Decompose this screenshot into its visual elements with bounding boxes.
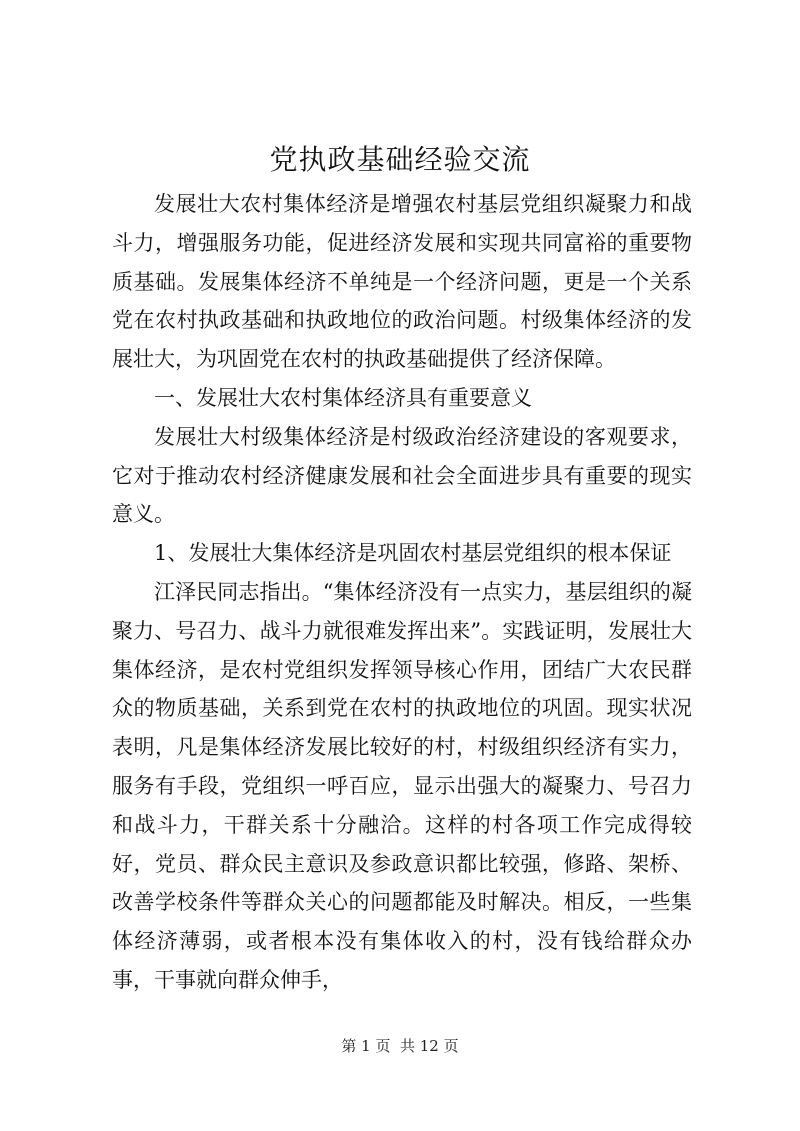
subsection-heading-1: 1、发展壮大集体经济是巩固农村基层党组织的根本保证 bbox=[154, 541, 672, 566]
paragraph-significance: 发展壮大村级集体经济是村级政治经济建设的客观要求，它对于推动农村经济健康发展和社会全面进步具有重要的现实意义。 bbox=[112, 424, 692, 527]
page-footer bbox=[0, 1036, 800, 1056]
section-heading-1: 一、发展壮大农村集体经济具有重要意义 bbox=[154, 385, 532, 410]
paragraph-quote: 江泽民同志指出。“集体经济没有一点实力，基层组织的凝聚力、号召力、战斗力就很难发挥出来”。实践证明，发展壮大集体经济，是农村党组织发挥领导核心作用，团结广大农民群众的物质基础，关系到党在农村的执政地位的巩固。现实状况表明，凡是集体经济发展比较好的村，村级组织经济有实力，服务有手段，党组织一呼百应，显示出强大的凝聚力、号召力和战斗力，干群关系十分融洽。这样的村各项工作完成得较好，党员、群众民主意识及参政意识都比较强，修路、架桥、改善学校条件等群众关心的问题都能及时解决。相反，一些集体经济薄弱，或者根本没有集体收入的村，没有钱给群众办事，干事就向群众伸手， bbox=[112, 579, 692, 992]
paragraph-intro: 发展壮大农村集体经济是增强农村基层党组织凝聚力和战斗力，增强服务功能，促进经济发展和实现共同富裕的重要物质基础。发展集体经济不单纯是一个经济问题，更是一个关系党在农村执政基础和执政地位的政治问题。村级集体经济的发展壮大，为巩固党在农村的执政基础提供了经济保障。 bbox=[112, 192, 692, 372]
document-body bbox=[112, 185, 692, 1000]
document-title: 党执政基础经验交流 bbox=[269, 143, 531, 176]
page-number-label: 第 1 页 共 12 页 bbox=[341, 1037, 459, 1055]
